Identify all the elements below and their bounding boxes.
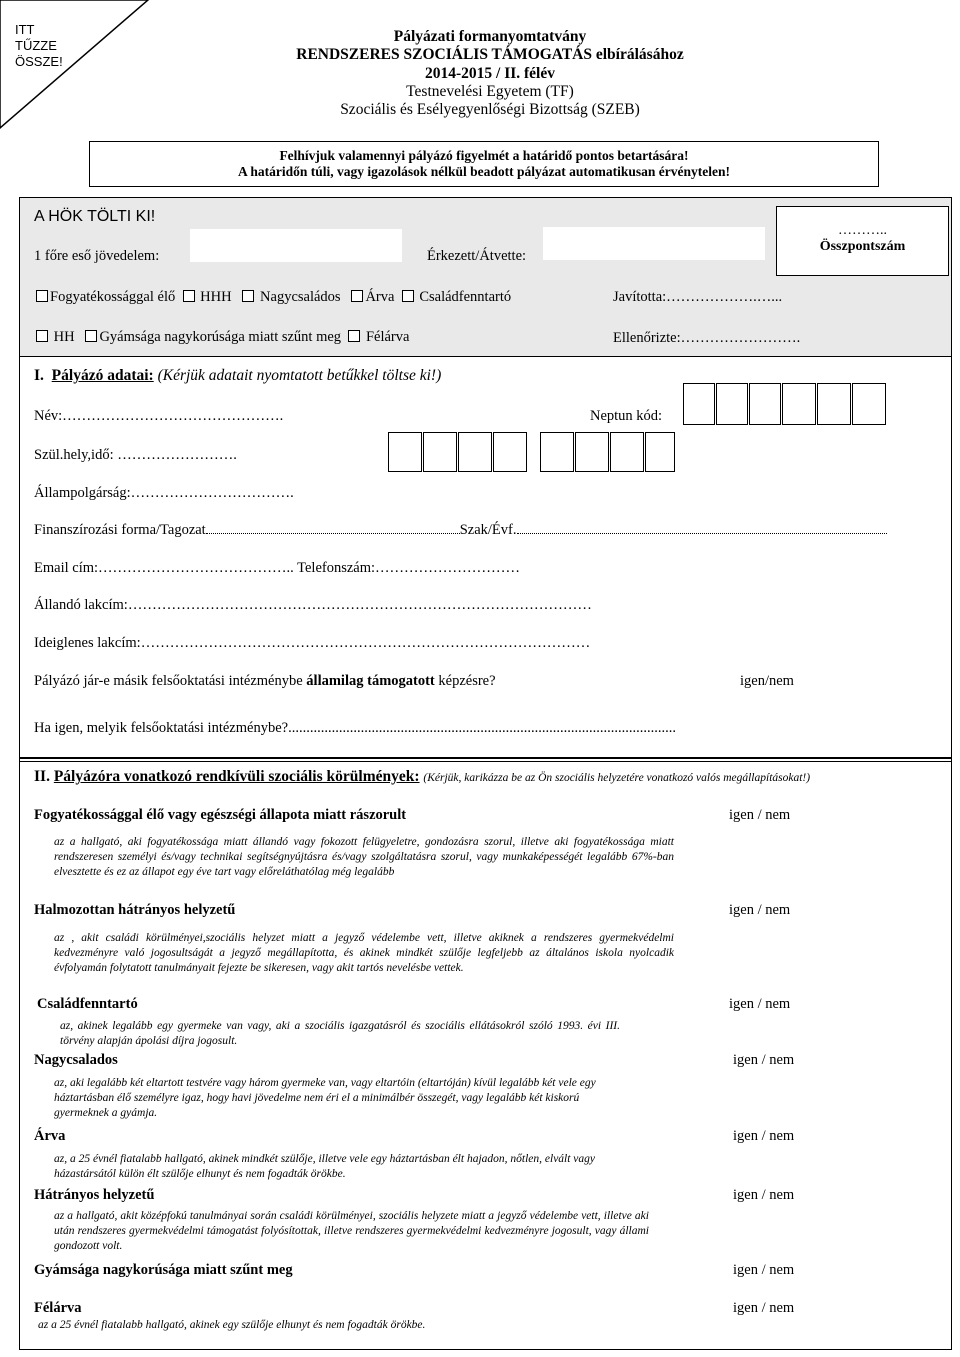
- other-institution-question: [34, 673, 496, 690]
- neptun-cell[interactable]: [716, 383, 748, 425]
- question-end: képzésre?: [438, 673, 496, 689]
- item-title: Családfenntartó: [37, 996, 138, 1012]
- section-divider: [19, 761, 952, 762]
- received-field[interactable]: [543, 227, 765, 260]
- corner-note-line: ITT: [15, 22, 35, 37]
- notice-line: Felhívjuk valamennyi pályázó figyelmét a határidő pontos betartására!: [279, 148, 689, 163]
- item-answer[interactable]: igen / nem: [729, 996, 791, 1012]
- section-2-heading: [34, 768, 810, 786]
- corner-note-line: ÖSSZE!: [15, 54, 63, 69]
- checkbox-gyamsag[interactable]: [85, 330, 97, 342]
- checked-by-label: Ellenőrizte:…………………….: [613, 330, 801, 346]
- birth-month-cell[interactable]: [540, 432, 574, 472]
- citizenship-field[interactable]: Állampolgárság:…………………………….: [34, 485, 294, 501]
- corner-note: [15, 22, 63, 70]
- section-divider: [19, 757, 952, 759]
- neptun-cell[interactable]: [817, 383, 851, 425]
- score-dots: ………..: [838, 223, 887, 238]
- question-text: Pályázó jár-e másik felsőoktatási intézménybe: [34, 673, 303, 689]
- section-1-heading: [34, 367, 441, 385]
- score-label: Összpontszám: [819, 239, 906, 254]
- form-title: Pályázati formanyomtatvány: [393, 28, 587, 45]
- birth-year-cell[interactable]: [423, 432, 457, 472]
- hok-checkbox-row-1: [36, 289, 511, 306]
- checkbox-csaladfenntarto[interactable]: [402, 290, 414, 302]
- section-title: Pályázó adatai:: [51, 367, 154, 384]
- deadline-notice: [89, 141, 879, 187]
- financing-dots: [206, 533, 460, 534]
- form-subtitle: RENDSZERES SZOCIÁLIS TÁMOGATÁS elbírálásához: [296, 46, 684, 63]
- income-field[interactable]: [190, 229, 402, 262]
- birth-day-cell[interactable]: [645, 432, 675, 472]
- financing-field[interactable]: [34, 522, 887, 539]
- permanent-address-field[interactable]: Állandó lakcím:……………………………………………………………………………………: [34, 597, 592, 613]
- item-description: az a hallgató, aki fogyatékossága miatt állandó vagy fokozott felügyeletre, gondozásra szorul, illetve aki fogyatékossága miatt rendszeresen személyi és/vagy technikai segítségnyújtásra és/vagy szolgáltatásra szorul, vagy munkaképességét legalább 67%-ban elvesztette és ez az állapot egy éve tart vagy előreláthatólag még legalább: [54, 836, 674, 878]
- checkbox-label: Családfenntartó: [419, 289, 512, 305]
- form-committee: Szociális és Esélyegyenlőségi Bizottság (SZEB): [340, 101, 640, 118]
- item-title: Gyámsága nagykorúsága miatt szűnt meg: [34, 1262, 293, 1278]
- birth-year-cell[interactable]: [388, 432, 422, 472]
- item-answer[interactable]: igen / nem: [729, 902, 791, 918]
- form-semester: 2014-2015 / II. félév: [424, 65, 555, 82]
- birth-year-cell[interactable]: [493, 432, 527, 472]
- checkbox-label: Félárva: [365, 329, 410, 345]
- birth-field[interactable]: Szül.hely,idő: …………………….: [34, 447, 237, 463]
- item-title: Halmozottan hátrányos helyzetű: [34, 902, 236, 918]
- neptun-label: Neptun kód:: [590, 408, 663, 424]
- item-title: Félárva: [34, 1300, 82, 1316]
- checkbox-label: HHH: [200, 289, 232, 305]
- checkbox-hh[interactable]: [36, 330, 48, 342]
- item-title: Fogyatékossággal élő vagy egészségi állapota miatt rászorult: [34, 807, 407, 823]
- item-title: Hátrányos helyzetű: [34, 1187, 155, 1203]
- item-answer[interactable]: igen / nem: [733, 1187, 795, 1203]
- section-title: Pályázóra vonatkozó rendkívüli szociális körülmények:: [53, 768, 420, 785]
- major-label: Szak/Évf.: [459, 522, 517, 538]
- hok-checkbox-row-2: [36, 329, 409, 346]
- birth-year-cell[interactable]: [458, 432, 492, 472]
- birth-month-cell[interactable]: [575, 432, 609, 472]
- corrected-by-label: Javította:……………….…...: [613, 289, 783, 305]
- checkbox-arva[interactable]: [351, 290, 363, 302]
- item-description: az, a 25 évnél fiatalabb hallgató, akinek mindkét szülője, illetve vele egy háztartásban élt hajadon, nőtlen, elvált vagy házastársától külön élt szülője elhunyt és nem fogadták örökbe.: [54, 1153, 596, 1180]
- neptun-cell[interactable]: [683, 383, 715, 425]
- section-subtitle: (Kérjük adatait nyomtatott betűkkel töltse ki!): [157, 367, 442, 384]
- received-label: Érkezett/Átvette:: [427, 248, 527, 264]
- other-institution-answer[interactable]: igen/nem: [740, 673, 794, 689]
- section-number: I.: [34, 367, 44, 384]
- item-description: az , akit családi körülményei,szociális helyzet miatt a jegyző védelembe vett, illetve akiknek a rendszeres gyermekvédelmi kedvezményre való jogosultságát a jegyző megállapította, és akinek mindkét szülője legfeljebb az általános iskola nyolcadik évfolyamán folytatott tanulmányait fejezte be sikeresen, vagy akit tartós nevelésbe vettek.: [54, 932, 674, 974]
- name-field[interactable]: Név:……………………………………….: [34, 408, 284, 424]
- corner-note-line: TŰZZE: [15, 38, 57, 53]
- neptun-cell[interactable]: [852, 383, 886, 425]
- checkbox-label: Gyámsága nagykorúsága miatt szűnt meg: [99, 329, 342, 345]
- income-label: 1 főre eső jövedelem:: [34, 248, 160, 264]
- question-bold: államilag támogatott: [306, 673, 435, 689]
- checkbox-nagycsalados[interactable]: [242, 290, 254, 302]
- hok-title: A HÖK TÖLTI KI!: [34, 208, 156, 225]
- section-subtitle: (Kérjük, karikázza be az Ön szociális helyzetére vonatkozó valós megállapításokat!): [423, 772, 811, 784]
- section-number: II.: [34, 768, 50, 785]
- checkbox-label: Fogyatékossággal élő: [50, 289, 176, 305]
- neptun-cell[interactable]: [749, 383, 781, 425]
- checkbox-hhh[interactable]: [183, 290, 195, 302]
- item-title: Nagycsalados: [34, 1052, 118, 1068]
- checkbox-fogyatekos[interactable]: [36, 290, 48, 302]
- email-label: Email cím:…………………………………..: [34, 560, 294, 576]
- item-description: az, akinek legalább egy gyermeke van vagy, aki a szociális igazgatásról és szociális ellátásokról szóló 1993. évi III. törvény alapján ápolási díjra jogosult.: [60, 1020, 620, 1047]
- item-description: az a hallgató, akit középfokú tanulmányai során családi körülményei, szociális helyzete miatt a jegyző védelembe vett, illetve aki után rendszeres gyermekvédelmi támogatást folyósítottak, illetve rendszeres gyermekvédelmi kedvezményre jogosult, vagy állami gondozott volt.: [54, 1210, 649, 1252]
- checkbox-felarva[interactable]: [348, 330, 360, 342]
- item-answer[interactable]: igen / nem: [729, 807, 791, 823]
- item-description: az a 25 évnél fiatalabb hallgató, akinek egy szülője elhunyt és nem fogadták örökbe.: [38, 1319, 426, 1331]
- total-score-box[interactable]: [776, 206, 949, 276]
- item-answer[interactable]: igen / nem: [733, 1128, 795, 1144]
- email-field[interactable]: [34, 560, 520, 577]
- checkbox-label: Árva: [365, 289, 395, 305]
- form-institution: Testnevelési Egyetem (TF): [406, 83, 574, 100]
- which-institution-field[interactable]: Ha igen, melyik felsőoktatási intézménybe?...........................................................................................................: [34, 720, 676, 736]
- item-answer[interactable]: igen / nem: [733, 1052, 795, 1068]
- item-title: Árva: [34, 1128, 66, 1144]
- neptun-cell[interactable]: [782, 383, 816, 425]
- birth-day-cell[interactable]: [610, 432, 644, 472]
- temporary-address-field[interactable]: Ideiglenes lakcím:…………………………………………………………………………………: [34, 635, 591, 651]
- item-answer[interactable]: igen / nem: [733, 1300, 795, 1316]
- item-description: az, aki legalább két eltartott testvére vagy három gyermeke van, vagy eltartóin (eltartóján) kívül legalább két vele egy háztartásban élő személyre igaz, hogy havi jövedelme nem éri el a minimálbér összegét, vagy legalább két kiskorú gyermeknek a gyámja.: [54, 1077, 596, 1119]
- checkbox-label: Nagycsaládos: [260, 289, 341, 305]
- checkbox-label: HH: [53, 329, 75, 345]
- financing-label: Finanszírozási forma/Tagozat: [34, 522, 206, 538]
- phone-label: Telefonszám:…………………………: [297, 560, 521, 576]
- major-dots: [517, 533, 887, 534]
- notice-line: A határidőn túli, vagy igazolások nélkül beadott pályázat automatikusan érvénytelen!: [237, 164, 731, 179]
- item-answer[interactable]: igen / nem: [733, 1262, 795, 1278]
